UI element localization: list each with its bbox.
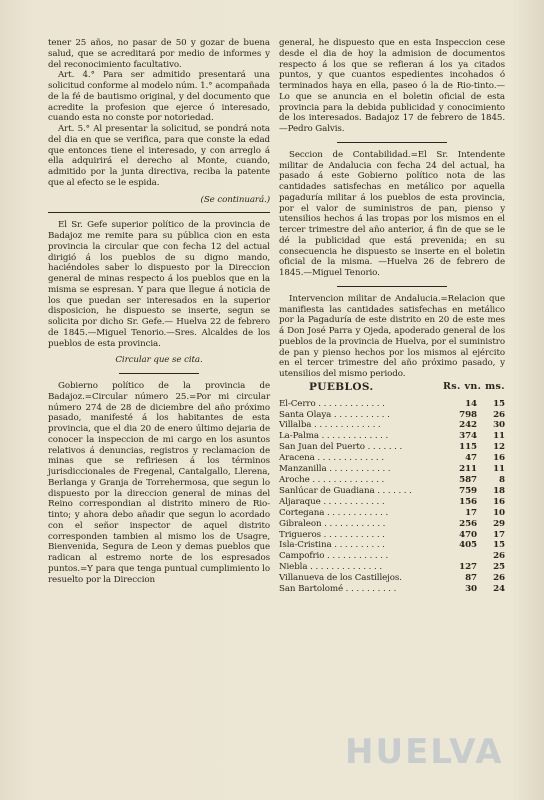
table-row [279,573,505,584]
amount-reales: 405 [459,540,477,551]
divider [337,286,447,287]
amount-reales: 47 [465,453,477,464]
article-5: Art. 5.° Al presentar la solicitud, se pondrá nota del dia en que se verifica, para que conste la edad que entonces tiene el interesado, y con arreglo á ella adquirirá el derecho al Monte, cuando, admitido por la junta directiva, reciba la patente que al efecto se le espida. [48,124,270,188]
divider [119,373,199,374]
amount-maravedis: 15 [493,540,505,551]
amount-maravedis: 11 [493,464,505,475]
amount-reales: 30 [465,584,477,595]
continuara-note: (Se continuará.) [200,194,270,205]
amount-reales: 587 [459,475,477,485]
huelva-watermark-logo: HUELVA [345,732,504,772]
amount-reales: 14 [465,398,477,409]
left-paragraph-1: tener 25 años, no pasar de 50 y gozar de buena salud, que se acreditará por medio de informes y del reconocimiento facultativo. [48,38,270,70]
table-row [279,399,505,410]
amount-maravedis: 18 [493,485,505,496]
pueblo-name: Aljaraque . . . . . . . . . . . . [279,496,385,507]
pueblo-name: San Bartolomé . . . . . . . . . . [279,584,397,595]
circular-title: Circular que se cita. [115,355,203,366]
circular-text: Gobierno político de la provincia de Badajoz.=Circular número 25.=Por mi circular número 274 de 28 de diciembre del año próximo pasado, manifesté á los habitantes de esta provincia, que el dia 20 de enero último dejaria de conocer la inspeccion de mi cargo en los asuntos relativos á denuncias, registros y reclamacion de minas que se refiriesen á los términos jurisdiccionales de Fregenal, Cantalgallo, Llerena, Berlanga y Granja de Torrehermosa, que segun lo dispuesto por la direccion general de minas del Reino correspondian al distrito minero de Rio-tinto; y ahora debo añadir que segun lo acordado con el señor inspector de aquel distrito corresponden tambien al mismo los de Usagre, Bienvenida, Segura de Leon y demas pueblos que radican al estremo norte de los espresados puntos.=Y para que tenga puntual cumplimiento lo resuelto por la Direccion [48,381,270,585]
divider [48,212,270,213]
right-paragraph-1: general, he dispuesto que en esta Inspeccion cese desde el dia de hoy la admision de documentos respecto á los que se refieran á los ya citados puntos, y que cuantos espedientes incohados ó terminados haya en ella, paseo ó la de Rio-tinto.—Lo que se anuncia en el boletin oficial de esta provincia para la debida publicidad y conocimiento de los interesados. Badajoz 17 de febrero de 1845.—Pedro Galvis. [279,38,505,134]
divider [337,142,447,143]
contabilidad-notice: Seccion de Contabilidad.=El Sr. Intendente militar de Andalucia con fecha 24 del actual, ha pasado á este Gobierno político nota de las cantidades satisfechas en metálico por aquella pagaduría militar á los pueblos de esta provincia, por el valor de suministros de pan, pienso y utensilios hechos á las tropas por los mismos en el tercer trimestre del año anterior, á fin de que se le dé la publicidad que está prevenida; en su consecuencia he dispuesto se inserte en el boletin oficial de la misma. —Huelva 26 de febrero de 1845.—Miguel Tenorio. [279,149,505,278]
amount-maravedis: 16 [493,496,505,507]
table-row [279,508,505,519]
amount-reales: 798 [459,409,477,420]
amount-reales: 374 [459,431,477,442]
table-row [279,453,505,464]
pueblo-name: Sanlúcar de Guadiana . . . . . . . [279,485,412,496]
table-row [279,475,505,486]
pueblo-name: Niebla . . . . . . . . . . . . . . [279,562,382,573]
table-row [279,530,505,541]
amount-reales: 759 [459,485,477,496]
badajoz-notice: El Sr. Gefe superior político de la provincia de Badajoz me remite para su pública cion en esta provincia la circular que con fecha 12 del actual dirigió á los pueblos de su digno mando, haciéndoles saber lo dispuesto por la Direccion general de minas respecto á los pueblos que en la misma se espresan. Y para que llegue á noticia de los que puedan ser interesados en la superior disposicion, he dispuesto se inserte, segun se solicita por dicho Sr. Gefe.— Huelva 22 de febrero de 1845.—Miguel Tenorio.—Sres. Alcaldes de los pueblos de esta provincia. [48,220,270,349]
pueblo-name: Cortegana . . . . . . . . . . . . [279,507,389,518]
amount-maravedis: 26 [493,551,505,562]
pueblo-name: Santa Olaya . . . . . . . . . . . [279,409,390,420]
amount-maravedis: 25 [493,562,505,573]
table-row [279,442,505,453]
pueblo-name: Villanueva de los Castillejos. [279,573,402,584]
table-row [279,584,505,595]
amount-maravedis: 29 [493,518,505,529]
pueblo-name: Trigueros . . . . . . . . . . . . [279,529,385,540]
table-row [279,410,505,421]
table-row [279,519,505,530]
amount-maravedis: 26 [493,409,505,420]
amount-maravedis: 24 [493,584,505,595]
pueblo-name: Villalba . . . . . . . . . . . . . [279,420,381,431]
pueblo-name: Isla-Cristina . . . . . . . . . . [279,540,385,551]
pueblo-name: Aracena . . . . . . . . . . . . . [279,453,384,464]
amount-maravedis: 15 [493,398,505,409]
left-column [48,38,270,585]
amount-reales: 242 [459,420,477,431]
payments-table [279,380,505,595]
amount-reales: 156 [459,496,477,507]
intervencion-notice: Intervencion militar de Andalucia.=Relacion que manifiesta las cantidades satisfechas en metálico por la Pagaduría de este distrito en 20 de este mes á Don José Parra y Ojeda, apoderado general de los pueblos de la provincia de Huelva, por el suministro de pan y pienso hechos por los mismos al ejército en el tercer trimestre del año próximo pasado, y utensilios del mismo periodo. [279,293,505,379]
amount-reales: 17 [465,507,477,518]
amount-reales: 87 [465,573,477,584]
pueblo-name: San Juan del Puerto . . . . . . . [279,442,403,453]
table-row [279,464,505,475]
amount-maravedis: 10 [493,507,505,518]
amount-maravedis: 16 [493,453,505,464]
amount-maravedis: 11 [493,431,505,442]
pueblo-name: La-Palma . . . . . . . . . . . . . [279,431,389,442]
pueblo-name: Gibraleon . . . . . . . . . . . . [279,518,386,529]
table-header [279,380,505,399]
table-row [279,420,505,431]
pueblo-name: Manzanilla . . . . . . . . . . . . [279,464,391,475]
amount-reales: 256 [459,518,477,529]
amount-reales [436,551,479,562]
header-pueblos: PUEBLOS. [309,380,374,393]
article-4: Art. 4.° Para ser admitido presentará una solicitud conforme al modelo núm. 1.° acompañada de la fé de bautismo original, y del documento que acredite la profesion que ejerce ó interesado, cuando esta no conste por notoriedad. [48,70,270,124]
amount-maravedis: 30 [493,420,505,431]
pueblo-name: Aroche . . . . . . . . . . . . . . [279,475,385,485]
amount-maravedis: 17 [493,529,505,540]
amount-reales: 115 [459,442,477,453]
amount-maravedis: 8 [499,475,505,485]
table-row [279,497,505,508]
amount-reales: 470 [459,529,477,540]
header-amount: Rs. vn. ms. [442,380,505,392]
pueblo-name: El-Cerro . . . . . . . . . . . . . [279,398,385,409]
amount-maravedis: 12 [493,442,505,453]
table-row [279,431,505,442]
table-row [279,486,505,497]
table-row [279,551,505,562]
amount-reales: 211 [459,464,477,475]
right-column [279,38,505,595]
amount-maravedis: 26 [493,573,505,584]
pueblo-name: Campofrio . . . . . . . . . . . . [279,551,389,562]
table-row [279,540,505,551]
amount-reales: 127 [459,562,477,573]
table-row [279,562,505,573]
